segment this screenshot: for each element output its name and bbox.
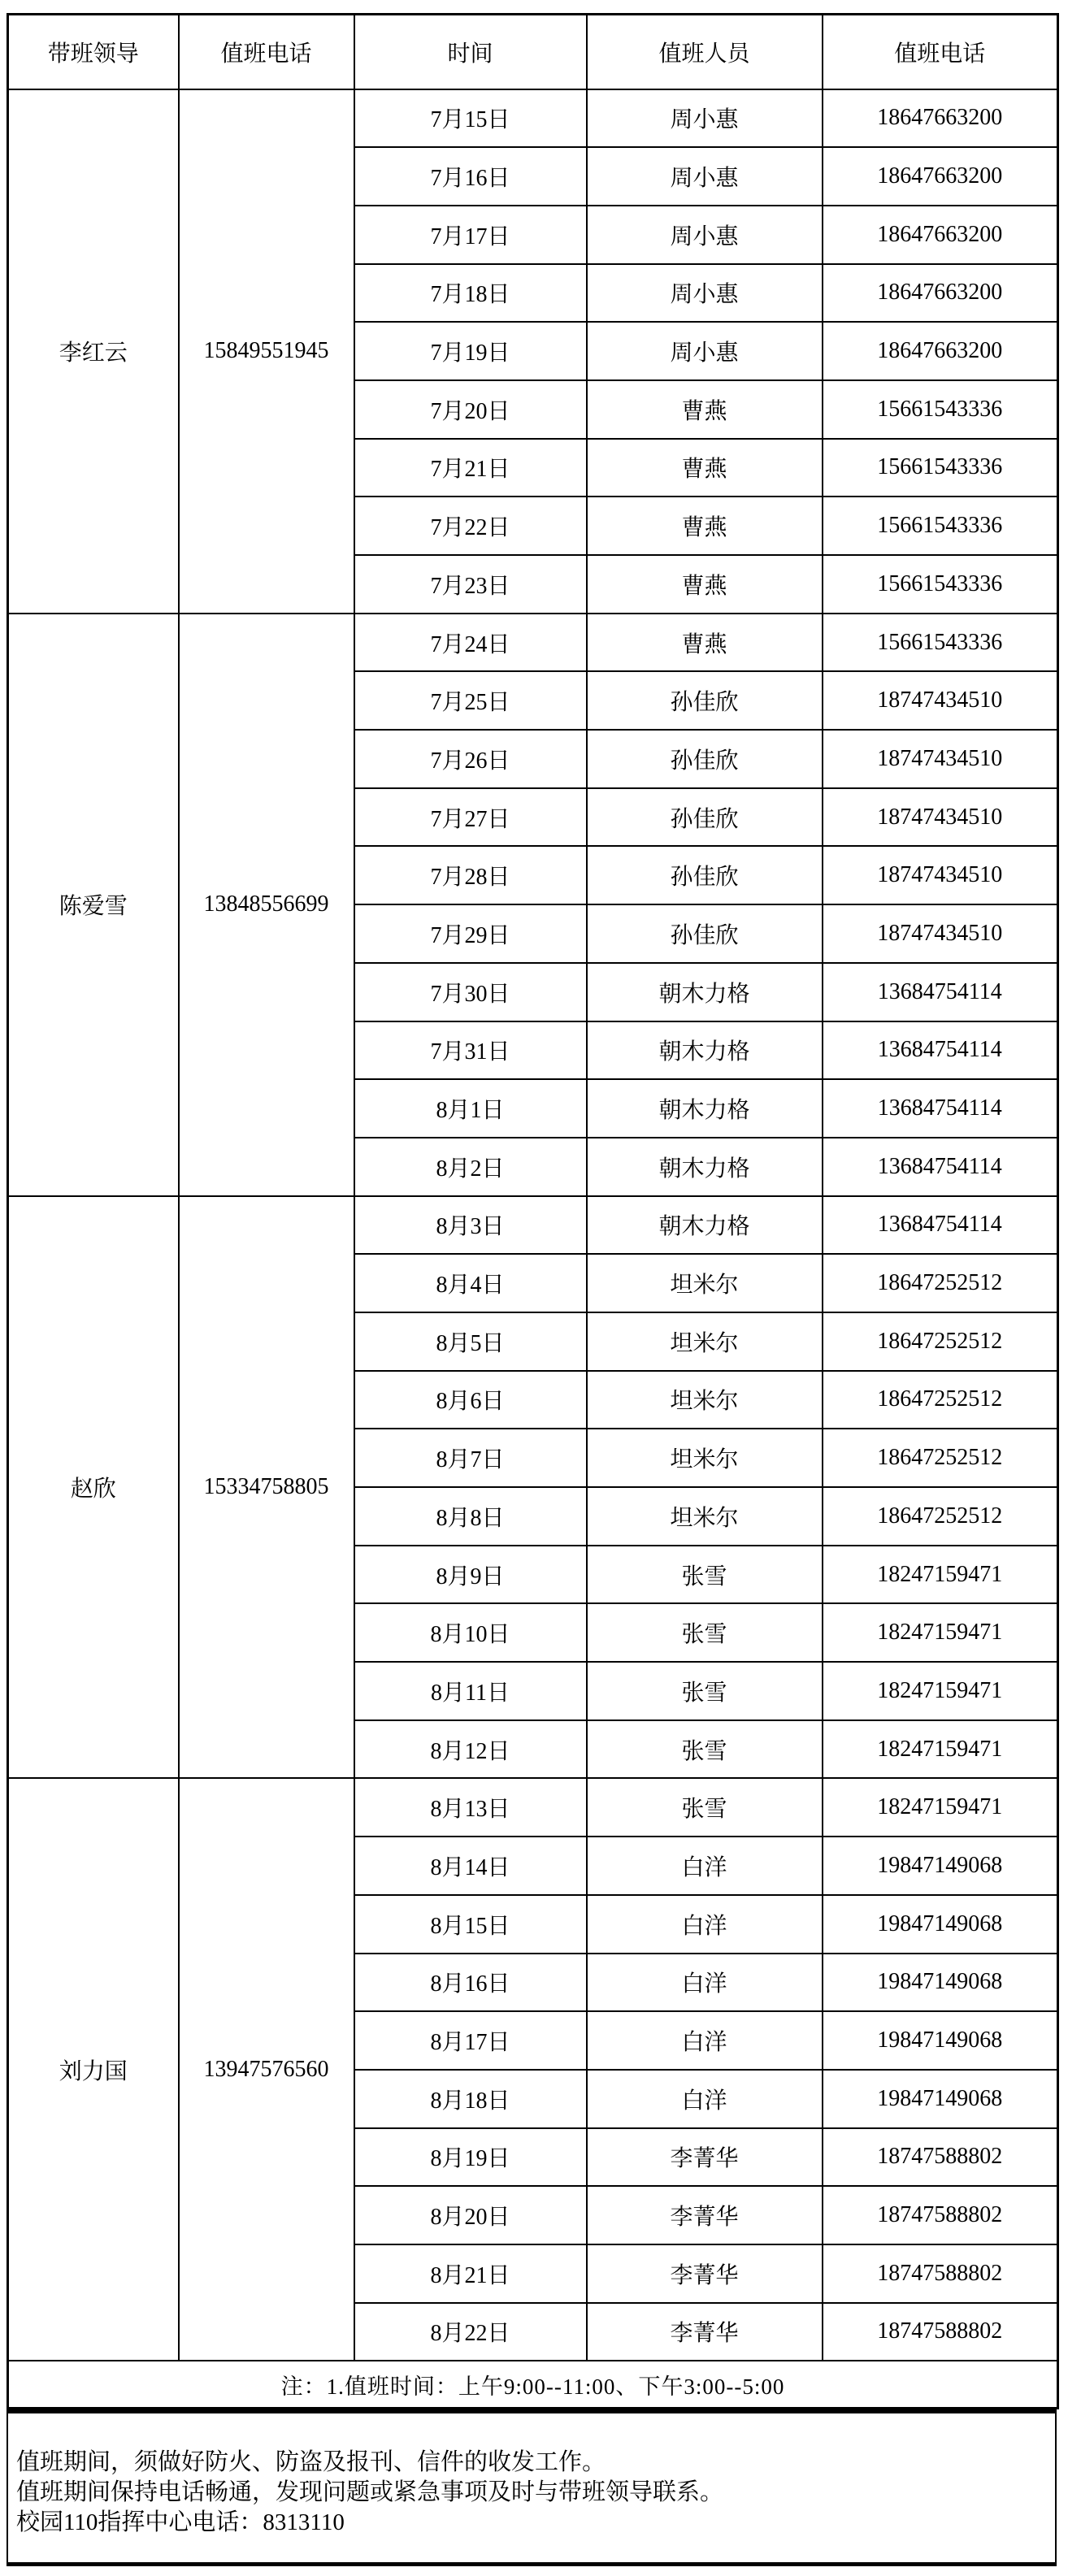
person-cell: 坦米尔 [587, 1429, 823, 1487]
person-cell: 曹燕 [587, 497, 823, 555]
date-cell: 7月16日 [354, 147, 587, 206]
note-text: 注：1.值班时间：上午9:00--11:00、下午3:00--5:00 [8, 2361, 1058, 2408]
date-cell: 7月15日 [354, 89, 587, 148]
person-cell: 朝木力格 [587, 1079, 823, 1138]
person-cell: 张雪 [587, 1603, 823, 1662]
duty-phone-cell: 18647663200 [823, 147, 1058, 206]
date-cell: 8月20日 [354, 2186, 587, 2244]
duty-roster-body [8, 89, 1058, 2361]
header-cell-duty-phone: 值班电话 [823, 15, 1058, 89]
date-cell: 8月9日 [354, 1546, 587, 1604]
duty-phone-cell: 18647252512 [823, 1429, 1058, 1487]
footer-instructions-box [7, 2409, 1057, 2566]
person-cell: 张雪 [587, 1778, 823, 1837]
date-cell: 7月25日 [354, 671, 587, 730]
date-cell: 7月27日 [354, 788, 587, 847]
duty-phone-cell: 18647663200 [823, 264, 1058, 323]
date-cell: 8月12日 [354, 1720, 587, 1779]
note-row [8, 2361, 1058, 2408]
date-cell: 8月1日 [354, 1079, 587, 1138]
date-cell: 7月29日 [354, 904, 587, 963]
duty-phone-cell: 13684754114 [823, 963, 1058, 1021]
date-cell: 8月14日 [354, 1837, 587, 1895]
duty-phone-cell: 19847149068 [823, 1837, 1058, 1895]
duty-phone-cell: 19847149068 [823, 1895, 1058, 1954]
duty-phone-cell: 15661543336 [823, 439, 1058, 497]
date-cell: 8月3日 [354, 1196, 587, 1255]
date-cell: 7月20日 [354, 380, 587, 439]
date-cell: 7月30日 [354, 963, 587, 1021]
duty-phone-cell: 18747588802 [823, 2128, 1058, 2187]
person-cell: 周小惠 [587, 322, 823, 380]
person-cell: 周小惠 [587, 206, 823, 264]
person-cell: 曹燕 [587, 439, 823, 497]
date-cell: 8月7日 [354, 1429, 587, 1487]
leader-phone-cell: 13947576560 [179, 1778, 354, 2361]
duty-phone-cell: 18647252512 [823, 1254, 1058, 1312]
duty-phone-cell: 15661543336 [823, 555, 1058, 614]
person-cell: 李菁华 [587, 2244, 823, 2303]
date-cell: 8月8日 [354, 1487, 587, 1546]
footer-line-keep-phone-open: 值班期间保持电话畅通，发现问题或紧急事项及时与带班领导联系。 [16, 2478, 724, 2505]
person-cell: 白洋 [587, 1895, 823, 1954]
date-cell: 8月17日 [354, 2011, 587, 2070]
duty-phone-cell: 19847149068 [823, 1954, 1058, 2012]
duty-phone-cell: 18247159471 [823, 1720, 1058, 1779]
person-cell: 张雪 [587, 1546, 823, 1604]
person-cell: 孙佳欣 [587, 730, 823, 788]
date-cell: 8月10日 [354, 1603, 587, 1662]
date-cell: 7月19日 [354, 322, 587, 380]
duty-phone-cell: 18647663200 [823, 206, 1058, 264]
leader-phone-cell: 15334758805 [179, 1196, 354, 1779]
person-cell: 白洋 [587, 1954, 823, 2012]
person-cell: 孙佳欣 [587, 846, 823, 904]
duty-phone-cell: 18247159471 [823, 1778, 1058, 1837]
duty-phone-cell: 18247159471 [823, 1603, 1058, 1662]
table-row [8, 89, 1058, 148]
duty-phone-cell: 18747588802 [823, 2303, 1058, 2361]
date-cell: 8月2日 [354, 1138, 587, 1196]
date-cell: 8月13日 [354, 1778, 587, 1837]
person-cell: 周小惠 [587, 89, 823, 148]
date-cell: 7月21日 [354, 439, 587, 497]
date-cell: 8月18日 [354, 2070, 587, 2128]
date-cell: 8月4日 [354, 1254, 587, 1312]
person-cell: 曹燕 [587, 380, 823, 439]
person-cell: 曹燕 [587, 555, 823, 614]
duty-phone-cell: 18647252512 [823, 1487, 1058, 1546]
table-row [8, 614, 1058, 672]
person-cell: 张雪 [587, 1662, 823, 1720]
duty-phone-cell: 15661543336 [823, 497, 1058, 555]
duty-phone-cell: 18747434510 [823, 788, 1058, 847]
footer-line-campus-110-phone: 校园110指挥中心电话：8313110 [16, 2509, 345, 2535]
person-cell: 朝木力格 [587, 1196, 823, 1255]
date-cell: 8月6日 [354, 1371, 587, 1429]
leader-cell: 陈爱雪 [8, 614, 179, 1196]
leader-cell: 刘力国 [8, 1778, 179, 2361]
person-cell: 曹燕 [587, 614, 823, 672]
table-row [8, 1778, 1058, 1837]
duty-phone-cell: 18747588802 [823, 2244, 1058, 2303]
date-cell: 7月31日 [354, 1021, 587, 1080]
person-cell: 朝木力格 [587, 1021, 823, 1080]
duty-phone-cell: 15661543336 [823, 380, 1058, 439]
header-cell-person: 值班人员 [587, 15, 823, 89]
duty-phone-cell: 19847149068 [823, 2011, 1058, 2070]
date-cell: 8月16日 [354, 1954, 587, 2012]
date-cell: 8月5日 [354, 1312, 587, 1371]
duty-phone-cell: 19847149068 [823, 2070, 1058, 2128]
person-cell: 李菁华 [587, 2186, 823, 2244]
date-cell: 8月15日 [354, 1895, 587, 1954]
duty-phone-cell: 18747434510 [823, 730, 1058, 788]
person-cell: 李菁华 [587, 2128, 823, 2187]
date-cell: 8月22日 [354, 2303, 587, 2361]
header-cell-date: 时间 [354, 15, 587, 89]
person-cell: 白洋 [587, 2011, 823, 2070]
duty-phone-cell: 18247159471 [823, 1662, 1058, 1720]
duty-phone-cell: 18647252512 [823, 1312, 1058, 1371]
person-cell: 张雪 [587, 1720, 823, 1779]
person-cell: 坦米尔 [587, 1254, 823, 1312]
person-cell: 孙佳欣 [587, 904, 823, 963]
person-cell: 朝木力格 [587, 963, 823, 1021]
table-row [8, 1196, 1058, 1255]
person-cell: 白洋 [587, 1837, 823, 1895]
duty-phone-cell: 18647663200 [823, 322, 1058, 380]
date-cell: 8月19日 [354, 2128, 587, 2187]
duty-phone-cell: 18747434510 [823, 846, 1058, 904]
date-cell: 7月22日 [354, 497, 587, 555]
person-cell: 坦米尔 [587, 1312, 823, 1371]
header-cell-leader: 带班领导 [8, 15, 179, 89]
duty-phone-cell: 18647663200 [823, 89, 1058, 148]
person-cell: 孙佳欣 [587, 788, 823, 847]
leader-phone-cell: 15849551945 [179, 89, 354, 614]
date-cell: 7月28日 [354, 846, 587, 904]
duty-phone-cell: 18647252512 [823, 1371, 1058, 1429]
duty-phone-cell: 15661543336 [823, 614, 1058, 672]
duty-roster-table [7, 13, 1059, 2409]
duty-phone-cell: 13684754114 [823, 1021, 1058, 1080]
leader-phone-cell: 13848556699 [179, 614, 354, 1196]
person-cell: 周小惠 [587, 264, 823, 323]
person-cell: 朝木力格 [587, 1138, 823, 1196]
duty-phone-cell: 13684754114 [823, 1079, 1058, 1138]
date-cell: 8月21日 [354, 2244, 587, 2303]
person-cell: 坦米尔 [587, 1371, 823, 1429]
duty-phone-cell: 13684754114 [823, 1138, 1058, 1196]
duty-roster-note [8, 2361, 1058, 2408]
date-cell: 7月26日 [354, 730, 587, 788]
date-cell: 7月17日 [354, 206, 587, 264]
date-cell: 7月18日 [354, 264, 587, 323]
footer-line-fire-safety: 值班期间，须做好防火、防盗及报刊、信件的收发工作。 [16, 2448, 606, 2475]
duty-phone-cell: 18747588802 [823, 2186, 1058, 2244]
person-cell: 白洋 [587, 2070, 823, 2128]
person-cell: 孙佳欣 [587, 671, 823, 730]
leader-cell: 李红云 [8, 89, 179, 614]
person-cell: 周小惠 [587, 147, 823, 206]
date-cell: 7月23日 [354, 555, 587, 614]
duty-phone-cell: 13684754114 [823, 1196, 1058, 1255]
duty-phone-cell: 18747434510 [823, 904, 1058, 963]
duty-roster-header [8, 15, 1058, 89]
date-cell: 8月11日 [354, 1662, 587, 1720]
duty-phone-cell: 18747434510 [823, 671, 1058, 730]
person-cell: 坦米尔 [587, 1487, 823, 1546]
date-cell: 7月24日 [354, 614, 587, 672]
leader-cell: 赵欣 [8, 1196, 179, 1779]
header-row [8, 15, 1058, 89]
duty-phone-cell: 18247159471 [823, 1546, 1058, 1604]
person-cell: 李菁华 [587, 2303, 823, 2361]
header-cell-leader-phone: 值班电话 [179, 15, 354, 89]
